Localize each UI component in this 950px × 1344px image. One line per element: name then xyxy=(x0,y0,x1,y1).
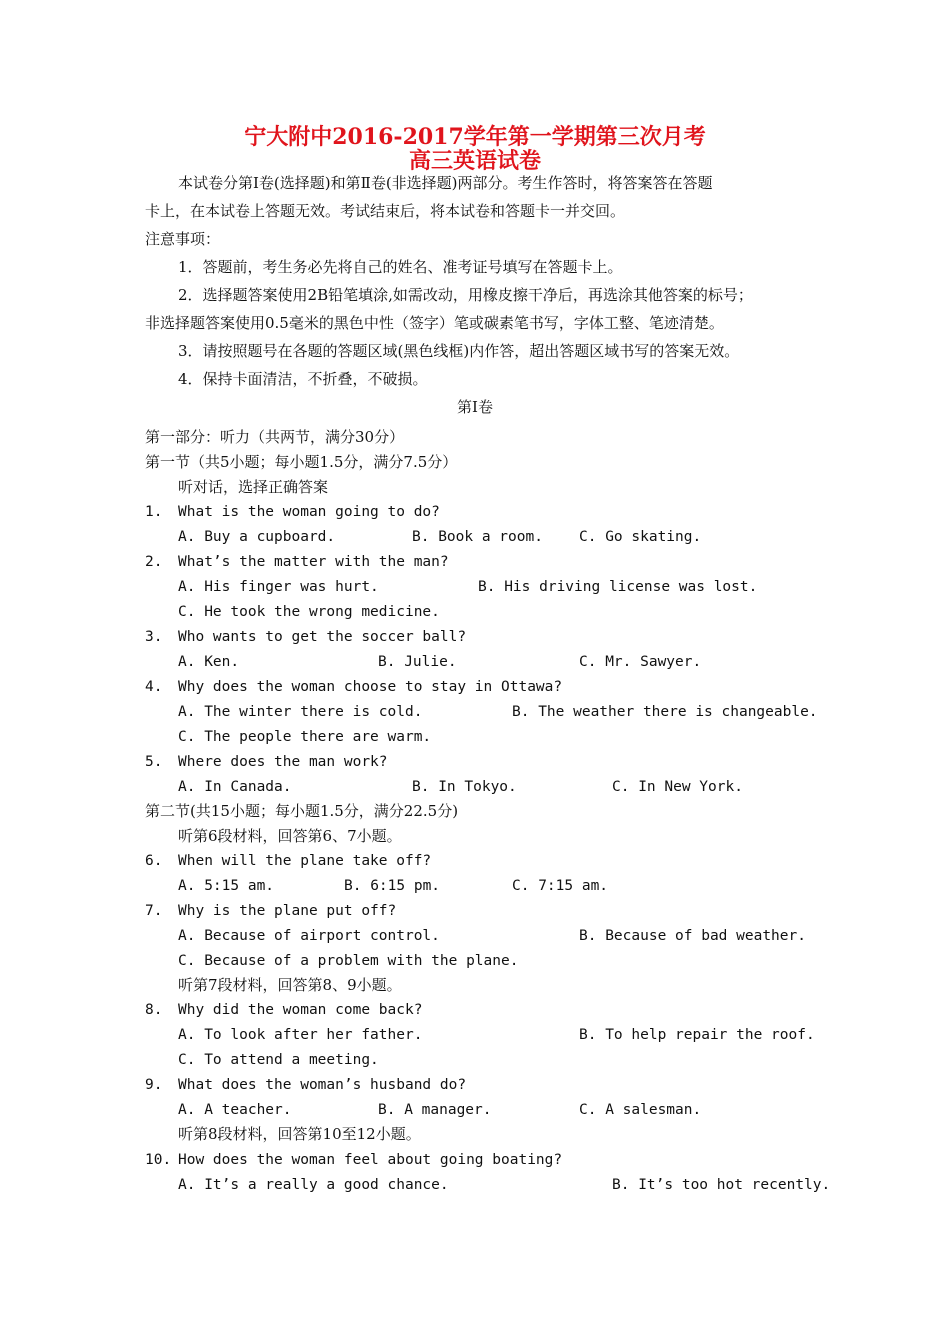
question-8-text: Why did the woman come back? xyxy=(178,1002,423,1018)
intro-line-2: 卡上，在本试卷上答题无效。考试结束后，将本试卷和答题卡一并交回。 xyxy=(145,202,626,220)
question-1-option-b: B. Book a room. xyxy=(412,529,543,545)
question-6-option-c: C. 7:15 am. xyxy=(512,878,609,894)
question-8-option-b: B. To help repair the roof. xyxy=(579,1027,815,1043)
question-6-option-b: B. 6:15 pm. xyxy=(344,878,441,894)
question-8-option-c: C. To attend a meeting. xyxy=(178,1052,379,1068)
instruction-8-9: 听第7段材料，回答第8、9小题。 xyxy=(178,976,402,994)
question-10-number: 10. xyxy=(145,1152,172,1168)
question-7-option-b: B. Because of bad weather. xyxy=(579,928,806,944)
question-3-number: 3. xyxy=(145,629,163,645)
question-6-option-a: A. 5:15 am. xyxy=(178,878,275,894)
question-9-number: 9. xyxy=(145,1077,163,1093)
note-2a: 2．选择题答案使用2B铅笔填涂,如需改动，用橡皮擦干净后，再选涂其他答案的标号； xyxy=(178,286,753,304)
question-2-option-b: B. His driving license was lost. xyxy=(478,579,758,595)
question-9-option-c: C. A salesman. xyxy=(579,1102,702,1118)
question-6-text: When will the plane take off? xyxy=(178,853,432,869)
question-3-text: Who wants to get the soccer ball? xyxy=(178,629,467,645)
question-2-number: 2. xyxy=(145,554,163,570)
question-9-option-b: B. A manager. xyxy=(378,1102,492,1118)
question-10-option-b: B. It’s too hot recently. xyxy=(612,1177,831,1193)
section-2-heading: 第二节(共15小题；每小题1.5分，满分22.5分) xyxy=(145,802,459,820)
section-1-instruction: 听对话，选择正确答案 xyxy=(178,478,329,496)
question-1-text: What is the woman going to do? xyxy=(178,504,440,520)
question-2-option-c: C. He took the wrong medicine. xyxy=(178,604,440,620)
question-2-text: What’s the matter with the man? xyxy=(178,554,449,570)
section-1-heading: 第一节（共5小题；每小题1.5分，满分7.5分） xyxy=(145,453,458,471)
question-4-option-c: C. The people there are warm. xyxy=(178,729,432,745)
instruction-6-7: 听第6段材料，回答第6、7小题。 xyxy=(178,827,402,845)
question-5-option-a: A. In Canada. xyxy=(178,779,292,795)
question-8-number: 8. xyxy=(145,1002,163,1018)
question-2-option-a: A. His finger was hurt. xyxy=(178,579,379,595)
question-5-option-c: C. In New York. xyxy=(612,779,743,795)
question-4-option-b: B. The weather there is changeable. xyxy=(512,704,818,720)
question-7-number: 7. xyxy=(145,903,163,919)
question-1-number: 1. xyxy=(145,504,163,520)
note-1: 1．答题前，考生务必先将自己的姓名、准考证号填写在答题卡上。 xyxy=(178,258,623,276)
question-4-option-a: A. The winter there is cold. xyxy=(178,704,423,720)
volume-heading: 第Ⅰ卷 xyxy=(457,398,493,416)
note-2b: 非选择题答案使用0.5毫米的黑色中性（签字）笔或碳素笔书写，字体工整、笔迹清楚。 xyxy=(145,314,724,332)
question-3-option-b: B. Julie. xyxy=(378,654,457,670)
exam-title: 宁大附中2016-2017学年第一学期第三次月考 xyxy=(244,124,706,150)
note-3: 3．请按照题号在各题的答题区域(黑色线框)内作答，超出答题区域书写的答案无效。 xyxy=(178,342,740,360)
question-5-option-b: B. In Tokyo. xyxy=(412,779,517,795)
notes-heading: 注意事项： xyxy=(145,230,221,248)
question-8-option-a: A. To look after her father. xyxy=(178,1027,423,1043)
question-6-number: 6. xyxy=(145,853,163,869)
question-7-option-c: C. Because of a problem with the plane. xyxy=(178,953,519,969)
question-9-text: What does the woman’s husband do? xyxy=(178,1077,467,1093)
question-4-number: 4. xyxy=(145,679,163,695)
question-1-option-c: C. Go skating. xyxy=(579,529,702,545)
exam-subtitle: 高三英语试卷 xyxy=(408,148,541,174)
question-3-option-a: A. Ken. xyxy=(178,654,240,670)
instruction-10-12: 听第8段材料，回答第10至12小题。 xyxy=(178,1125,421,1143)
question-9-option-a: A. A teacher. xyxy=(178,1102,292,1118)
question-5-text: Where does the man work? xyxy=(178,754,388,770)
question-3-option-c: C. Mr. Sawyer. xyxy=(579,654,702,670)
question-10-option-a: A. It’s a really a good chance. xyxy=(178,1177,449,1193)
question-7-option-a: A. Because of airport control. xyxy=(178,928,440,944)
part-1-heading: 第一部分：听力（共两节，满分30分） xyxy=(145,428,405,446)
question-10-text: How does the woman feel about going boating? xyxy=(178,1152,563,1168)
note-4: 4．保持卡面清洁，不折叠，不破损。 xyxy=(178,370,428,388)
question-1-option-a: A. Buy a cupboard. xyxy=(178,529,336,545)
question-4-text: Why does the woman choose to stay in Ottawa? xyxy=(178,679,563,695)
question-5-number: 5. xyxy=(145,754,163,770)
question-7-text: Why is the plane put off? xyxy=(178,903,397,919)
intro-line-1: 本试卷分第Ⅰ卷(选择题)和第Ⅱ卷(非选择题)两部分。考生作答时，将答案答在答题 xyxy=(178,174,713,192)
